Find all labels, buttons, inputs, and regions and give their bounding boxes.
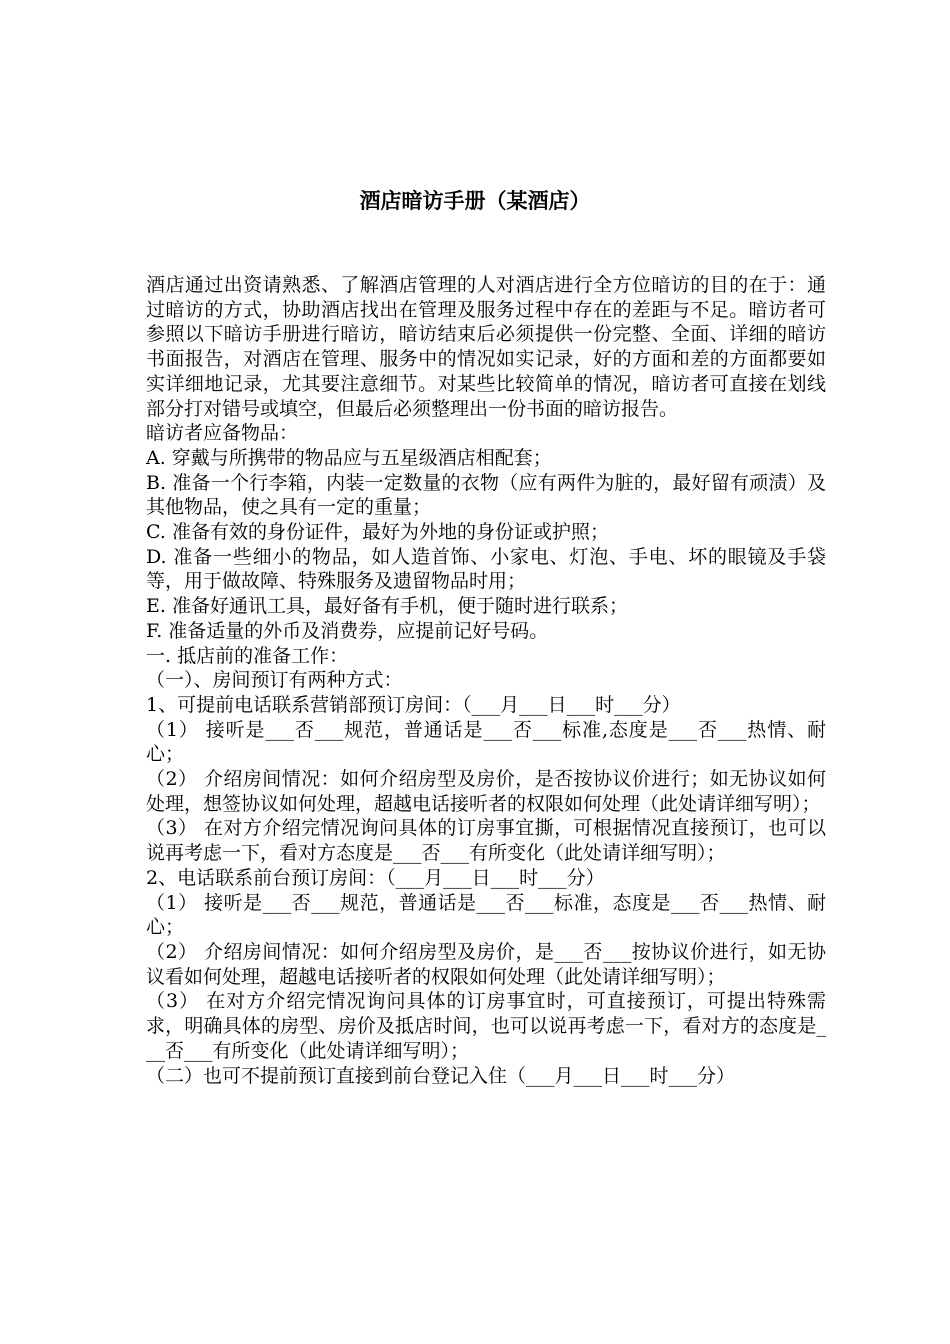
method-2-step-3: （3） 在对方介绍完情况询问具体的订房事宜时，可直接预订，可提出特殊需求，明确具体的房型、房价及抵店时间，也可以说再考虑一下，看对方的态度是___否___有所变化（此处请详细写明）； <box>146 990 826 1062</box>
item-b: B. 准备一个行李箱，内装一定数量的衣物（应有两件为脏的，最好留有顽渍）及其他物品，使之具有一定的重量； <box>146 471 826 519</box>
item-e: E. 准备好通讯工具，最好备有手机，便于随时进行联系； <box>146 595 628 618</box>
method-1-step-3: （3） 在对方介绍完情况询问具体的订房事宜撕，可根据情况直接预订，也可以说再考虑一下，看对方态度是___否___有所变化（此处请详细写明）； <box>146 817 826 865</box>
method-2-step-2: （2） 介绍房间情况：如何介绍房型及房价，是___否___按协议价进行，如无协议看如何处理，超越电话接听者的权限如何处理（此处请详细写明）； <box>146 940 826 988</box>
document-title: 酒店暗访手册（某酒店） <box>359 188 591 213</box>
subsection-heading-1: （一）、房间预订有两种方式： <box>146 669 403 692</box>
intro-paragraph: 酒店通过出资请熟悉、了解酒店管理的人对酒店进行全方位暗访的目的在于：通过暗访的方式，协助酒店找出在管理及服务过程中存在的差距与不足。暗访者可参照以下暗访手册进行暗访，暗访结束后必须提供一份完整、全面、详细的暗访书面报告，对酒店在管理、服务中的情况如实记录，好的方面和差的方面都要如实详细地记录，尤其要注意细节。对某些比较简单的情况，暗访者可直接在划线部分打对错号或填空，但最后必须整理出一份书面的暗访报告。 <box>146 274 826 420</box>
document-body <box>146 273 826 1088</box>
subsection-heading-2: （二）也可不提前预订直接到前台登记入住（___月___日___时___分） <box>146 1064 736 1087</box>
item-d: D. 准备一些细小的物品，如人造首饰、小家电、灯泡、手电、坏的眼镜及手袋等，用于做故障、特殊服务及遗留物品时用； <box>146 545 826 593</box>
item-f: F. 准备适量的外币及消费券，应提前记好号码。 <box>146 619 549 642</box>
item-a: A. 穿戴与所携带的物品应与五星级酒店相配套； <box>146 446 552 469</box>
section-heading-1: 一. 抵店前的准备工作： <box>146 644 349 667</box>
method-2-heading: 2、电话联系前台预订房间：（___月___日___时___分） <box>146 866 605 889</box>
method-1-step-2: （2） 介绍房间情况：如何介绍房型及房价，是否按协议价进行；如无协议如何处理，想签协议如何处理，超越电话接听者的权限如何处理（此处请详细写明）； <box>146 768 826 815</box>
item-c: C. 准备有效的身份证件，最好为外地的身份证或护照； <box>146 521 609 544</box>
items-heading: 暗访者应备物品： <box>146 422 299 445</box>
method-1-heading: 1、可提前电话联系营销部预订房间：（___月___日___时___分） <box>146 693 681 716</box>
method-2-step-1: （1） 接听是___否___规范，普通话是___否___标准，态度是___否___热情、耐心； <box>146 891 826 939</box>
method-1-step-1: （1） 接听是___否___规范，普通话是___否___标准,态度是___否___热情、耐心； <box>146 718 826 766</box>
